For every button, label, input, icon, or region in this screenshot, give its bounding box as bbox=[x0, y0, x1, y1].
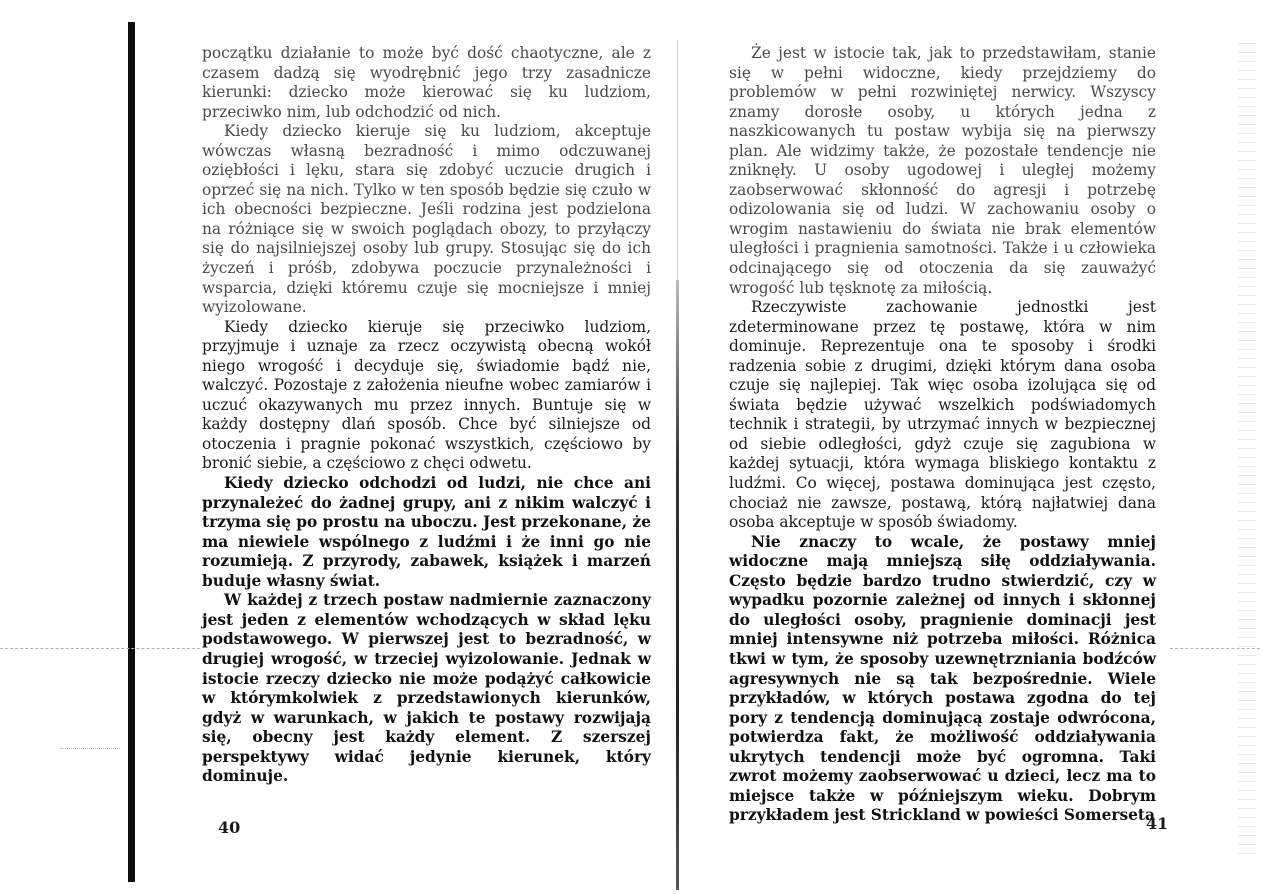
paragraph: Kiedy dziecko odchodzi od ludzi, nie chce ani przynależeć do żadnej grupy, ani z nikim walczyć i trzyma się po prostu na uboczu. Jest przekonane, że ma niewiele wspólnego z ludźmi i że inni go nie rozumieją. Z przyrody, zabawek, książek i marzeń buduje własny świat. bbox=[202, 474, 651, 590]
paragraph: W każdej z trzech postaw nadmiernie zaznaczony jest jeden z elementów wchodzących w skład lęku podstawowego. W pierwszej jest to bezradność, w drugiej wrogość, w trzeciej wyizolowanie. Jednak w istocie rzeczy dziecko nie może podążyć całkowicie w którymkolwiek z przedstawionych kierunków, gdyż w warunkach, w jakich te postawy rozwijają się, obecny jest każdy element. Z szerszej perspektywy widać jedynie kierunek, który dominuje. bbox=[202, 591, 651, 786]
paragraph: początku działanie to może być dość chaotyczne, ale z czasem dadzą się wyodrębnić jego trzy zasadnicze kierunki: dziecko może kierować się ku ludziom, przeciwko nim, lub odchodzić od nich. bbox=[202, 44, 651, 121]
scan-artifact-line bbox=[0, 648, 200, 649]
page-number-left: 40 bbox=[218, 818, 241, 837]
book-spine bbox=[676, 280, 679, 890]
scan-artifact-line bbox=[60, 748, 120, 749]
paragraph: Kiedy dziecko kieruje się ku ludziom, akceptuje wówczas własną bezradność i mimo odczuwanej oziębłości i lęku, stara się zdobyć uczucie drugich i oprzeć się na nich. Tylko w ten sposób będzie się czuło w ich obecności bezpieczne. Jeśli rodzina jest podzielona na różniące się w swoich poglądach obozy, to przyłączy się do najsilniejszej osoby lub grupy. Stosując się do ich życzeń i próśb, zdobywa poczucie przynależności i wsparcia, dzięki któremu czuje się mocniejsze i mniej wyizolowane. bbox=[202, 122, 651, 317]
paragraph: Kiedy dziecko kieruje się przeciwko ludziom, przyjmuje i uznaje za rzecz oczywistą obecną wokół niego wrogość i decyduje się, świadomie bądź nie, walczyć. Pozostaje z założenia nieufne wobec zamiarów i uczuć okazywanych mu przez innych. Buntuje się w każdy dostępny dlań sposób. Chce być silniejsze od otoczenia i pragnie pokonać wszystkich, częściowo by bronić siebie, a częściowo z chęci odwetu. bbox=[202, 317, 651, 473]
book-spine-top bbox=[677, 40, 678, 280]
paragraph: Że jest w istocie tak, jak to przedstawiłam, stanie się w pełni widoczne, kiedy przejdziemy do problemów w pełni rozwiniętej nerwicy. Wszyscy znamy dorosłe osoby, u których jedna z naszkicowanych tu postaw wybija się na pierwszy plan. Ale widzimy także, że pozostałe tendencje nie zniknęły. U osoby ugodowej i uległej możemy zaobserwować skłonność do agresji i potrzebę odizolowania się od ludzi. W zachowaniu osoby o wrogim nastawieniu do świata nie brak elementów uległości i pragnienia samotności. Także i u człowieka odcinającego się od otoczenia da się zauważyć wrogość lub tęsknotę za miłością. bbox=[729, 44, 1156, 297]
paragraph: Rzeczywiste zachowanie jednostki jest zdeterminowane przez tę postawę, która w nim dominuje. Reprezentuje ona te sposoby i środki radzenia sobie z drugimi, dzięki którym dana osoba czuje się najlepiej. Tak więc osoba izolująca się od świata będzie używać wszelkich podświadomych technik i strategii, by utrzymać innych w bezpiecznej od siebie odległości, gdyż czuje się zagubiona w każdej sytuacji, która wymaga bliskiego kontaktu z ludźmi. Co więcej, postawa dominująca jest często, chociaż nie zawsze, postawą, którą najłatwiej dana osoba akceptuje w sposób świadomy. bbox=[729, 298, 1156, 532]
left-page-text bbox=[202, 44, 651, 787]
scan-artifact-line bbox=[1170, 648, 1260, 649]
page-number-right: 41 bbox=[1146, 814, 1169, 833]
right-page-text bbox=[729, 44, 1156, 826]
scan-edge-bar bbox=[128, 22, 135, 882]
paragraph: Nie znaczy to wcale, że postawy mniej widoczne mają mniejszą siłę oddziaływania. Często będzie bardzo trudno stwierdzić, czy w wypadku pozornie zależnej od innych i skłonnej do uległości osoby, pragnienie dominacji jest mniej intensywne niż potrzeba miłości. Różnica tkwi w tym, że sposoby uzewnętrzniania bodźców agresywnych nie są tak bezpośrednie. Wiele przykładów, w których postawa zgodna do tej pory z tendencją dominującą zostaje odwrócona, potwierdza fakt, że możliwość oddziaływania ukrytych tendencji może być ogromna. Taki zwrot możemy zaobserwować u dzieci, lecz ma to miejsce także w późniejszym wieku. Dobrym przykładem jest Strickland w powieści Somerseta bbox=[729, 532, 1156, 825]
page-edge-right bbox=[1238, 40, 1256, 860]
